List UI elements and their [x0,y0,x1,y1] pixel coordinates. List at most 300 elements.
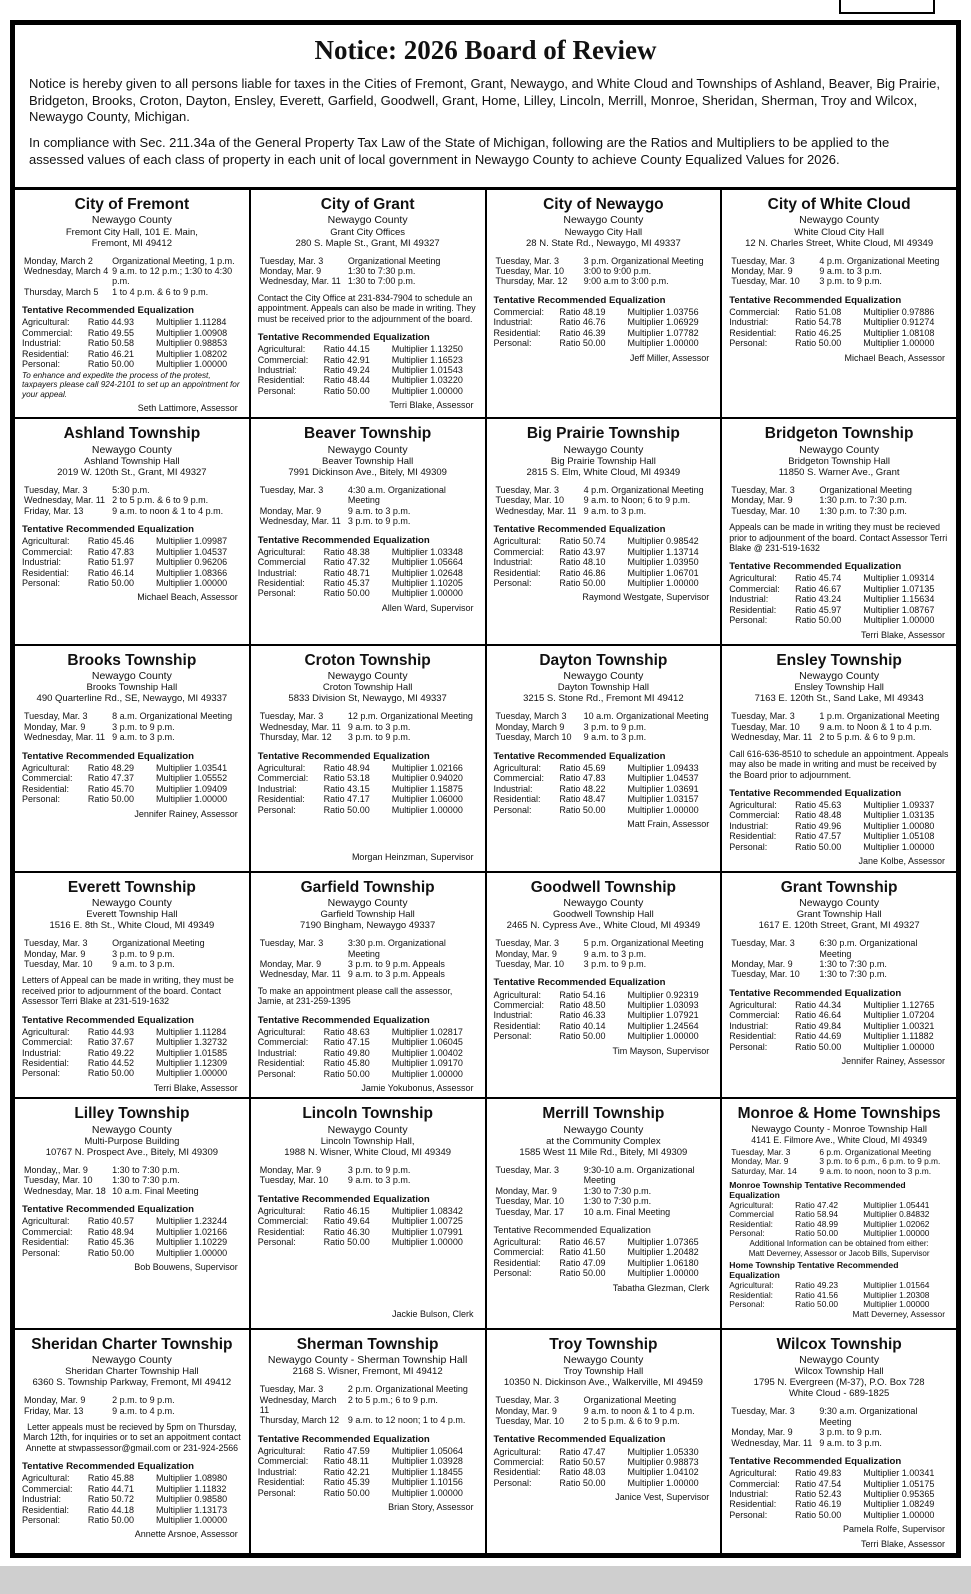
equalization-heading: Tentative Recommended Equalization [257,332,430,344]
meeting-time: 3 p.m. to 9 p.m. [347,1164,411,1175]
meeting-row [494,959,714,969]
ratio-value: Ratio 45.36 [87,1237,134,1248]
multiplier-value: Multiplier 1.05330 [627,1446,699,1457]
multiplier-value: Multiplier 1.00000 [863,1228,930,1239]
property-class-label: Personal: [22,794,61,805]
meeting-row [729,276,949,286]
county-line: Newaygo County [327,896,408,909]
multiplier-value: Multiplier 1.00000 [391,1068,463,1079]
meeting-time: 9 a.m. to Noon & 1 to 4 p.m. [819,721,932,732]
ratio-value: Ratio 49.55 [87,327,134,338]
equalization-heading: Tentative Recommended Equalization [493,1224,651,1236]
municipality-cell [722,646,956,871]
meeting-row [258,516,478,526]
property-class-label: Residential: [729,604,777,615]
meeting-time: 1:30 to 7:30 p.m. [347,266,416,277]
equalization-row [258,557,478,567]
property-class-label: Industrial: [493,557,533,568]
meeting-row [729,959,949,969]
equalization-heading: Tentative Recommended Equalization [729,987,902,999]
municipality-title: Everett Township [67,878,196,896]
equalization-row [494,1268,714,1278]
equalization-row [258,1227,478,1237]
equalization-row [22,794,242,804]
equalization-row [729,800,949,810]
ratio-value: Ratio 46.86 [559,567,606,578]
meeting-row [729,969,949,979]
meeting-row [494,1416,714,1426]
multiplier-value: Multiplier 1.06045 [391,1037,463,1048]
equalization-heading: Tentative Recommended Equalization [257,1193,430,1205]
property-class-label: Commercial: [493,546,545,557]
notice-header [15,25,956,190]
meeting-day: Monday, Mar. 9 [259,505,322,516]
multiplier-value: Multiplier 1.00000 [391,588,463,599]
ratio-value: Ratio 46.76 [559,317,606,328]
ratio-value: Ratio 47.17 [323,794,370,805]
property-class-label: Industrial: [257,783,297,794]
ratio-value: Ratio 50.72 [87,1494,134,1505]
municipality-cell [15,1099,249,1327]
meeting-time: 4 p.m. Organizational Meeting [583,484,704,495]
ratio-value: Ratio 50.57 [559,1457,606,1468]
meeting-row [258,256,478,266]
ratio-value: Ratio 44.34 [795,1000,842,1011]
meeting-time: 1:30 to 7:30 p.m. [583,1196,652,1207]
meeting-row [494,722,714,732]
municipality-title: Lincoln Township [302,1105,433,1123]
equalization-row [494,536,714,546]
meeting-day: Wednesday, Mar. 11 [259,969,341,980]
ratio-value: Ratio 53.18 [323,773,370,784]
equalization-row [22,1216,242,1226]
county-line: Newaygo County [563,443,644,456]
equalization-heading: Tentative Recommended Equalization [493,750,666,762]
ratio-value: Ratio 48.50 [559,1000,606,1011]
meeting-list [22,938,242,969]
meeting-day: Tuesday, Mar. 3 [495,1164,560,1175]
meeting-list [729,485,949,516]
municipality-cell [487,646,721,871]
property-class-label: Agricultural: [257,1446,306,1457]
property-class-label: Commercial: [22,1037,73,1048]
equalization-row [729,842,949,852]
multiplier-value: Multiplier 1.15875 [391,783,463,794]
appointment-note: Appeals can be made in writing they must be recieved prior to adjounment of the board. Contact Assessor Terri Blake @ 231-519-1632 [729,522,948,553]
address-line: 1585 West 11 Mile Rd., Bitely, MI 49309 [519,1146,688,1158]
municipality-cell [487,190,721,417]
county-line: Newaygo County [563,896,644,909]
multiplier-value: Multiplier 1.01564 [863,1280,930,1291]
meeting-list [22,711,242,742]
equalization-row [494,1447,714,1457]
multiplier-value: Multiplier 1.18455 [391,1466,463,1477]
meeting-row [494,711,714,721]
multiplier-value: Multiplier 1.03135 [863,810,935,821]
ratio-value: Ratio 50.00 [323,804,370,815]
property-class-label: Agricultural: [729,573,777,584]
equalization-row [22,568,242,578]
meeting-day: Tuesday, Mar. 3 [259,255,324,266]
county-line: Newaygo County [799,670,880,683]
equalization-row [258,355,478,365]
meeting-time: 3 p.m. to 9 p.m. Appeals [347,959,445,970]
property-class-label: Residential: [257,578,305,589]
equalization-row [729,615,949,625]
address-line: Big Prairie Township Hall [550,455,656,467]
municipality-cell [15,1330,249,1553]
multiplier-value: Multiplier 1.05175 [863,1478,935,1489]
county-line: Newaygo County [327,443,408,456]
meeting-time: 9 a.m. to 3 p.m. Appeals [347,969,445,980]
ratio-value: Ratio 47.37 [87,773,134,784]
meeting-day: Wednesday, Mar. 11 [731,732,813,743]
property-class-label: Agricultural: [257,762,306,773]
equalization-row [22,1058,242,1068]
ratio-value: Ratio 47.09 [559,1257,606,1268]
meeting-time: 2 to 5 p.m.; 6 to 9 p.m. [347,1394,438,1405]
equalization-heading: Tentative Recommended Equalization [729,561,902,573]
multiplier-value: Multiplier 0.97886 [863,307,935,318]
ratio-value: Ratio 49.64 [323,1216,370,1227]
ratio-value: Ratio 37.67 [87,1037,134,1048]
multiplier-value: Multiplier 1.32732 [156,1037,228,1048]
address-line: 2815 S. Elm, White Cloud, MI 49349 [526,466,681,478]
county-line: Newaygo County [327,670,408,683]
municipality-title: Bridgeton Township [764,425,914,443]
multiplier-value: Multiplier 1.20482 [627,1247,699,1258]
multiplier-value: Multiplier 1.00000 [391,1487,463,1498]
ratio-value: Ratio 46.15 [323,1205,370,1216]
meeting-time: 9 a.m. to 3 p.m. [347,1175,411,1186]
equalization-row [729,1021,949,1031]
meeting-row [258,485,478,506]
meeting-row [22,711,242,721]
meeting-day: Monday, March 9 [495,721,565,732]
multiplier-value: Multiplier 1.04102 [627,1467,699,1478]
county-line: Newaygo County [563,1353,644,1366]
property-class-label: Residential: [729,1289,774,1300]
meeting-row [729,256,949,266]
ratio-value: Ratio 42.21 [323,1466,370,1477]
equalization-row [258,547,478,557]
multiplier-value: Multiplier 1.07135 [863,583,935,594]
multiplier-value: Multiplier 1.03220 [391,375,463,386]
meeting-day: Thursday, March 5 [24,286,99,297]
property-class-label: Agricultural: [22,762,70,773]
meeting-time: 3 p.m. to 6 p.m., 6 p.m. to 9 p.m. [819,1156,941,1167]
equalization-row [729,317,949,327]
meeting-list [258,1165,478,1186]
signature-line: Tabatha Glezman, Clerk [612,1282,710,1293]
property-class-label: Personal: [493,1268,532,1279]
property-class-label: Commercial: [22,1483,73,1494]
multiplier-value: Multiplier 1.11832 [156,1483,227,1494]
signature-line: Seth Lattimore, Assessor [137,402,238,413]
county-line: Newaygo County [799,214,880,227]
equalization-heading: Tentative Recommended Equalization [493,524,666,536]
address-line: White Cloud City Hall [794,226,884,238]
equalization-row [258,794,478,804]
meeting-time: 8 a.m. Organizational Meeting [112,711,233,722]
multiplier-value: Multiplier 1.08249 [863,1499,935,1510]
meeting-time: 2 to 5 p.m. & 6 to 9 p.m. [819,732,916,743]
ratio-value: Ratio 50.00 [559,338,606,349]
equalization-row [494,317,714,327]
meeting-time: 1:30 to 7:30 p.m. [112,1164,180,1175]
ratio-value: Ratio 50.00 [795,338,842,349]
address-line: Brooks Township Hall [86,682,178,694]
municipality-title: Brooks Township [67,652,197,670]
multiplier-value: Multiplier 1.09314 [863,573,935,584]
signature-line: Raymond Westgate, Supervisor [582,592,710,603]
multiplier-value: Multiplier 1.00000 [863,1509,935,1520]
meeting-day: Tuesday, Mar. 10 [495,266,565,277]
meeting-row [494,1395,714,1405]
ratio-value: Ratio 47.83 [87,546,134,557]
county-line: Newaygo County [563,670,644,683]
meeting-day: Thursday, Mar. 12 [495,276,568,287]
meeting-time: 1 p.m. Organizational Meeting [819,711,940,722]
property-class-label: Personal: [22,359,61,370]
meeting-row [22,485,242,495]
address-line: 4141 E. Filmore Ave., White Cloud, MI 49349 [751,1134,928,1145]
address-line: Troy Township Hall [563,1366,644,1378]
property-class-label: Personal: [257,588,296,599]
municipality-title: Grant Township [780,878,898,896]
municipality-title: Goodwell Township [530,878,676,896]
equalization-row [494,773,714,783]
meeting-time: 5 p.m. Organizational Meeting [583,938,704,949]
municipality-cell [487,1099,721,1327]
ratio-value: Ratio 46.25 [795,327,842,338]
address-line: 10767 N. Prospect Ave., Bitely, MI 49309 [45,1146,219,1158]
multiplier-value: Multiplier 1.07782 [627,327,699,338]
property-class-label: Personal: [22,1068,61,1079]
equalization-row [22,1473,242,1483]
property-class-label: Personal: [257,804,296,815]
multiplier-value: Multiplier 1.08366 [156,567,228,578]
meeting-row [729,711,949,721]
signature-line: Annette Arsnoe, Assessor [134,1529,238,1540]
municipality-title: Monroe & Home Townships [737,1105,941,1123]
meeting-day: Tuesday, Mar. 10 [495,1416,565,1427]
property-class-label: Agricultural: [257,546,306,557]
property-class-label: Personal: [257,1487,296,1498]
property-class-label: Agricultural: [493,762,542,773]
multiplier-value: Multiplier 1.06180 [627,1257,699,1268]
property-class-label: Residential: [257,375,305,386]
property-class-label: Industrial: [493,317,533,328]
property-class-label: Residential: [493,1257,541,1268]
meeting-day: Tuesday, Mar. 3 [24,484,88,495]
property-class-label: Personal: [493,1031,532,1042]
property-class-label: Residential: [257,794,305,805]
multiplier-value: Multiplier 1.00000 [863,841,935,852]
property-class-label: Personal: [729,615,768,626]
meeting-row [258,1395,478,1416]
ratio-value: Ratio 49.83 [795,1468,842,1479]
property-class-label: Agricultural: [729,1199,774,1210]
multiplier-value: Multiplier 1.16523 [391,354,463,365]
property-class-label: Residential: [493,1467,541,1478]
ratio-value: Ratio 46.33 [559,1010,606,1021]
equalization-row [729,1468,949,1478]
ratio-value: Ratio 50.00 [323,588,370,599]
meeting-time: 9 a.m. to 12 noon; 1 to 4 p.m. [347,1415,466,1426]
meeting-list [494,711,714,742]
meeting-time: 3 p.m. to 9 p.m. [819,1427,882,1438]
meeting-time: 1 to 4 p.m. & 6 to 9 p.m. [112,286,209,297]
ratio-value: Ratio 43.97 [559,546,606,557]
multiplier-value: Multiplier 1.08202 [156,348,228,359]
meeting-day: Tuesday, Mar. 3 [731,1406,795,1417]
meeting-time: 3 p.m. Organizational Meeting [583,255,704,266]
property-class-label: Commercial: [257,354,309,365]
meeting-time: 9 a.m. to 3 p.m. [819,1437,882,1448]
notice-title: Notice: 2026 Board of Review [314,35,657,65]
meeting-day: Tuesday, Mar. 3 [731,484,795,495]
meeting-row [258,959,478,969]
meeting-row [22,722,242,732]
ratio-value: Ratio 46.57 [559,1236,606,1247]
property-class-label: Agricultural: [493,989,542,1000]
equalization-row [22,328,242,338]
multiplier-value: Multiplier 0.98873 [627,1457,699,1468]
equalization-heading: Tentative Recommended Equalization [257,534,430,546]
county-line: Newaygo County [327,1123,408,1136]
municipality-cell [15,873,249,1098]
ratio-value: Ratio 41.56 [795,1289,839,1300]
equalization-row [729,1010,949,1020]
municipality-title: City of Fremont [74,196,190,214]
meeting-day: Monday, Mar. 9 [731,959,793,970]
property-class-label: Agricultural: [729,1468,777,1479]
meeting-day: Friday, Mar. 13 [24,1405,84,1416]
multiplier-value: Multiplier 1.09987 [156,536,228,547]
multiplier-value: Multiplier 1.03093 [627,1000,699,1011]
signature-line: Tim Mayson, Supervisor [612,1045,710,1056]
equalization-row [258,1069,478,1079]
ratio-value: Ratio 50.00 [559,1268,606,1279]
signature-line: Jeff Miller, Assessor [629,352,710,363]
multiplier-value: Multiplier 1.00000 [391,1237,463,1248]
signature-line: Janice Vest, Supervisor [615,1492,710,1503]
signature-line: Terri Blake, Assessor [860,1538,945,1549]
property-class-label: Personal: [729,1299,765,1310]
property-class-label: Agricultural: [22,1026,70,1037]
meeting-day: Tuesday, Mar. 3 [24,938,88,949]
meeting-day: Tuesday, Mar. 3 [259,1384,324,1395]
signature-line: Jane Kolbe, Assessor [858,856,945,867]
meeting-time: 2 to 5 p.m. & 6 to 9 p.m. [112,495,209,506]
equalization-row [494,1247,714,1257]
equalization-row [22,1237,242,1247]
meeting-time: 1:30 p.m. to 7:30 p.m. [819,495,907,506]
equalization-heading: Tentative Recommended Equalization [257,1433,430,1445]
municipality-cell [722,419,956,644]
multiplier-value: Multiplier 1.00000 [156,578,228,589]
multiplier-value: Multiplier 1.04537 [627,773,699,784]
equalization-row [494,794,714,804]
multiplier-value: Multiplier 1.00321 [863,1020,935,1031]
meeting-list [729,1406,949,1448]
appointment-note: To make an appointment please call the assessor, Jamie, at 231-259-1395 [257,985,453,1007]
equalization-heading: Tentative Recommended Equalization [22,1204,195,1216]
property-class-label: Personal: [493,1477,532,1488]
meeting-day: Tuesday, Mar. 10 [24,959,93,970]
property-class-label: Personal: [493,338,532,349]
equalization-row [729,1229,949,1239]
property-class-label: Residential: [22,567,70,578]
equalization-row [494,805,714,815]
equalization-row [258,1216,478,1226]
equalization-row [22,317,242,327]
property-class-label: Commercial: [257,1456,309,1467]
multiplier-value: Multiplier 1.07991 [391,1226,463,1237]
meeting-time: 9 a.m. to Noon; 6 to 9 p.m. [583,495,691,506]
ratio-value: Ratio 46.19 [795,1499,842,1510]
notice-document [10,20,961,1558]
equalization-row [494,328,714,338]
address-line: 1617 E. 120th Street, Grant, MI 49327 [758,920,920,932]
meeting-day: Tuesday, Mar. 10 [495,959,565,970]
county-line: Newaygo County [799,896,880,909]
multiplier-value: Multiplier 1.05552 [156,773,228,784]
address-line: 2168 S. Wisner, Fremont, MI 49412 [292,1366,443,1378]
meeting-row [729,722,949,732]
meeting-row [729,1438,949,1448]
meeting-list [494,1165,714,1217]
ratio-value: Ratio 44.15 [323,344,370,355]
multiplier-value: Multiplier 1.02817 [391,1026,463,1037]
multiplier-value: Multiplier 1.00000 [156,794,228,805]
ratio-value: Ratio 50.00 [323,385,370,396]
meeting-time: 3 p.m. to 9 p.m. [583,959,647,970]
meeting-time: 2 to 5 p.m. & 6 to 9 p.m. [583,1416,680,1427]
equalization-row [22,338,242,348]
meeting-row [494,506,714,516]
meeting-time: 9 a.m. to noon & 1 to 4 p.m. [583,1405,695,1416]
property-class-label: Personal: [257,385,296,396]
multiplier-value: Multiplier 0.84832 [863,1209,930,1220]
meeting-row [258,266,478,276]
equalization-row [729,810,949,820]
multiplier-value: Multiplier 1.10229 [156,1237,228,1248]
ratio-value: Ratio 49.80 [323,1047,370,1058]
multiplier-value: Multiplier 1.02166 [391,762,463,773]
county-line: Newaygo County [91,443,172,456]
equalization-row [729,1489,949,1499]
ratio-value: Ratio 49.96 [795,820,842,831]
address-line: Newaygo City Hall [564,226,643,238]
equalization-row [729,1479,949,1489]
signature-line: Bob Bouwens, Supervisor [134,1262,238,1273]
property-class-label: Agricultural: [22,1473,70,1484]
ratio-value: Ratio 46.30 [323,1226,370,1237]
ratio-value: Ratio 50.00 [795,1041,842,1052]
meeting-day: Monday, Mar. 9 [731,1427,793,1438]
meeting-row [22,1406,242,1416]
meeting-time: Organizational Meeting [347,255,441,266]
multiplier-value: Multiplier 0.98580 [156,1494,228,1505]
equalization-row [22,1227,242,1237]
property-class-label: Commercial: [729,1010,780,1021]
ratio-value: Ratio 48.03 [559,1467,606,1478]
meeting-day: Tuesday, Mar. 3 [495,484,560,495]
property-class-label: Industrial: [257,1466,297,1477]
multiplier-value: Multiplier 0.94020 [391,773,463,784]
